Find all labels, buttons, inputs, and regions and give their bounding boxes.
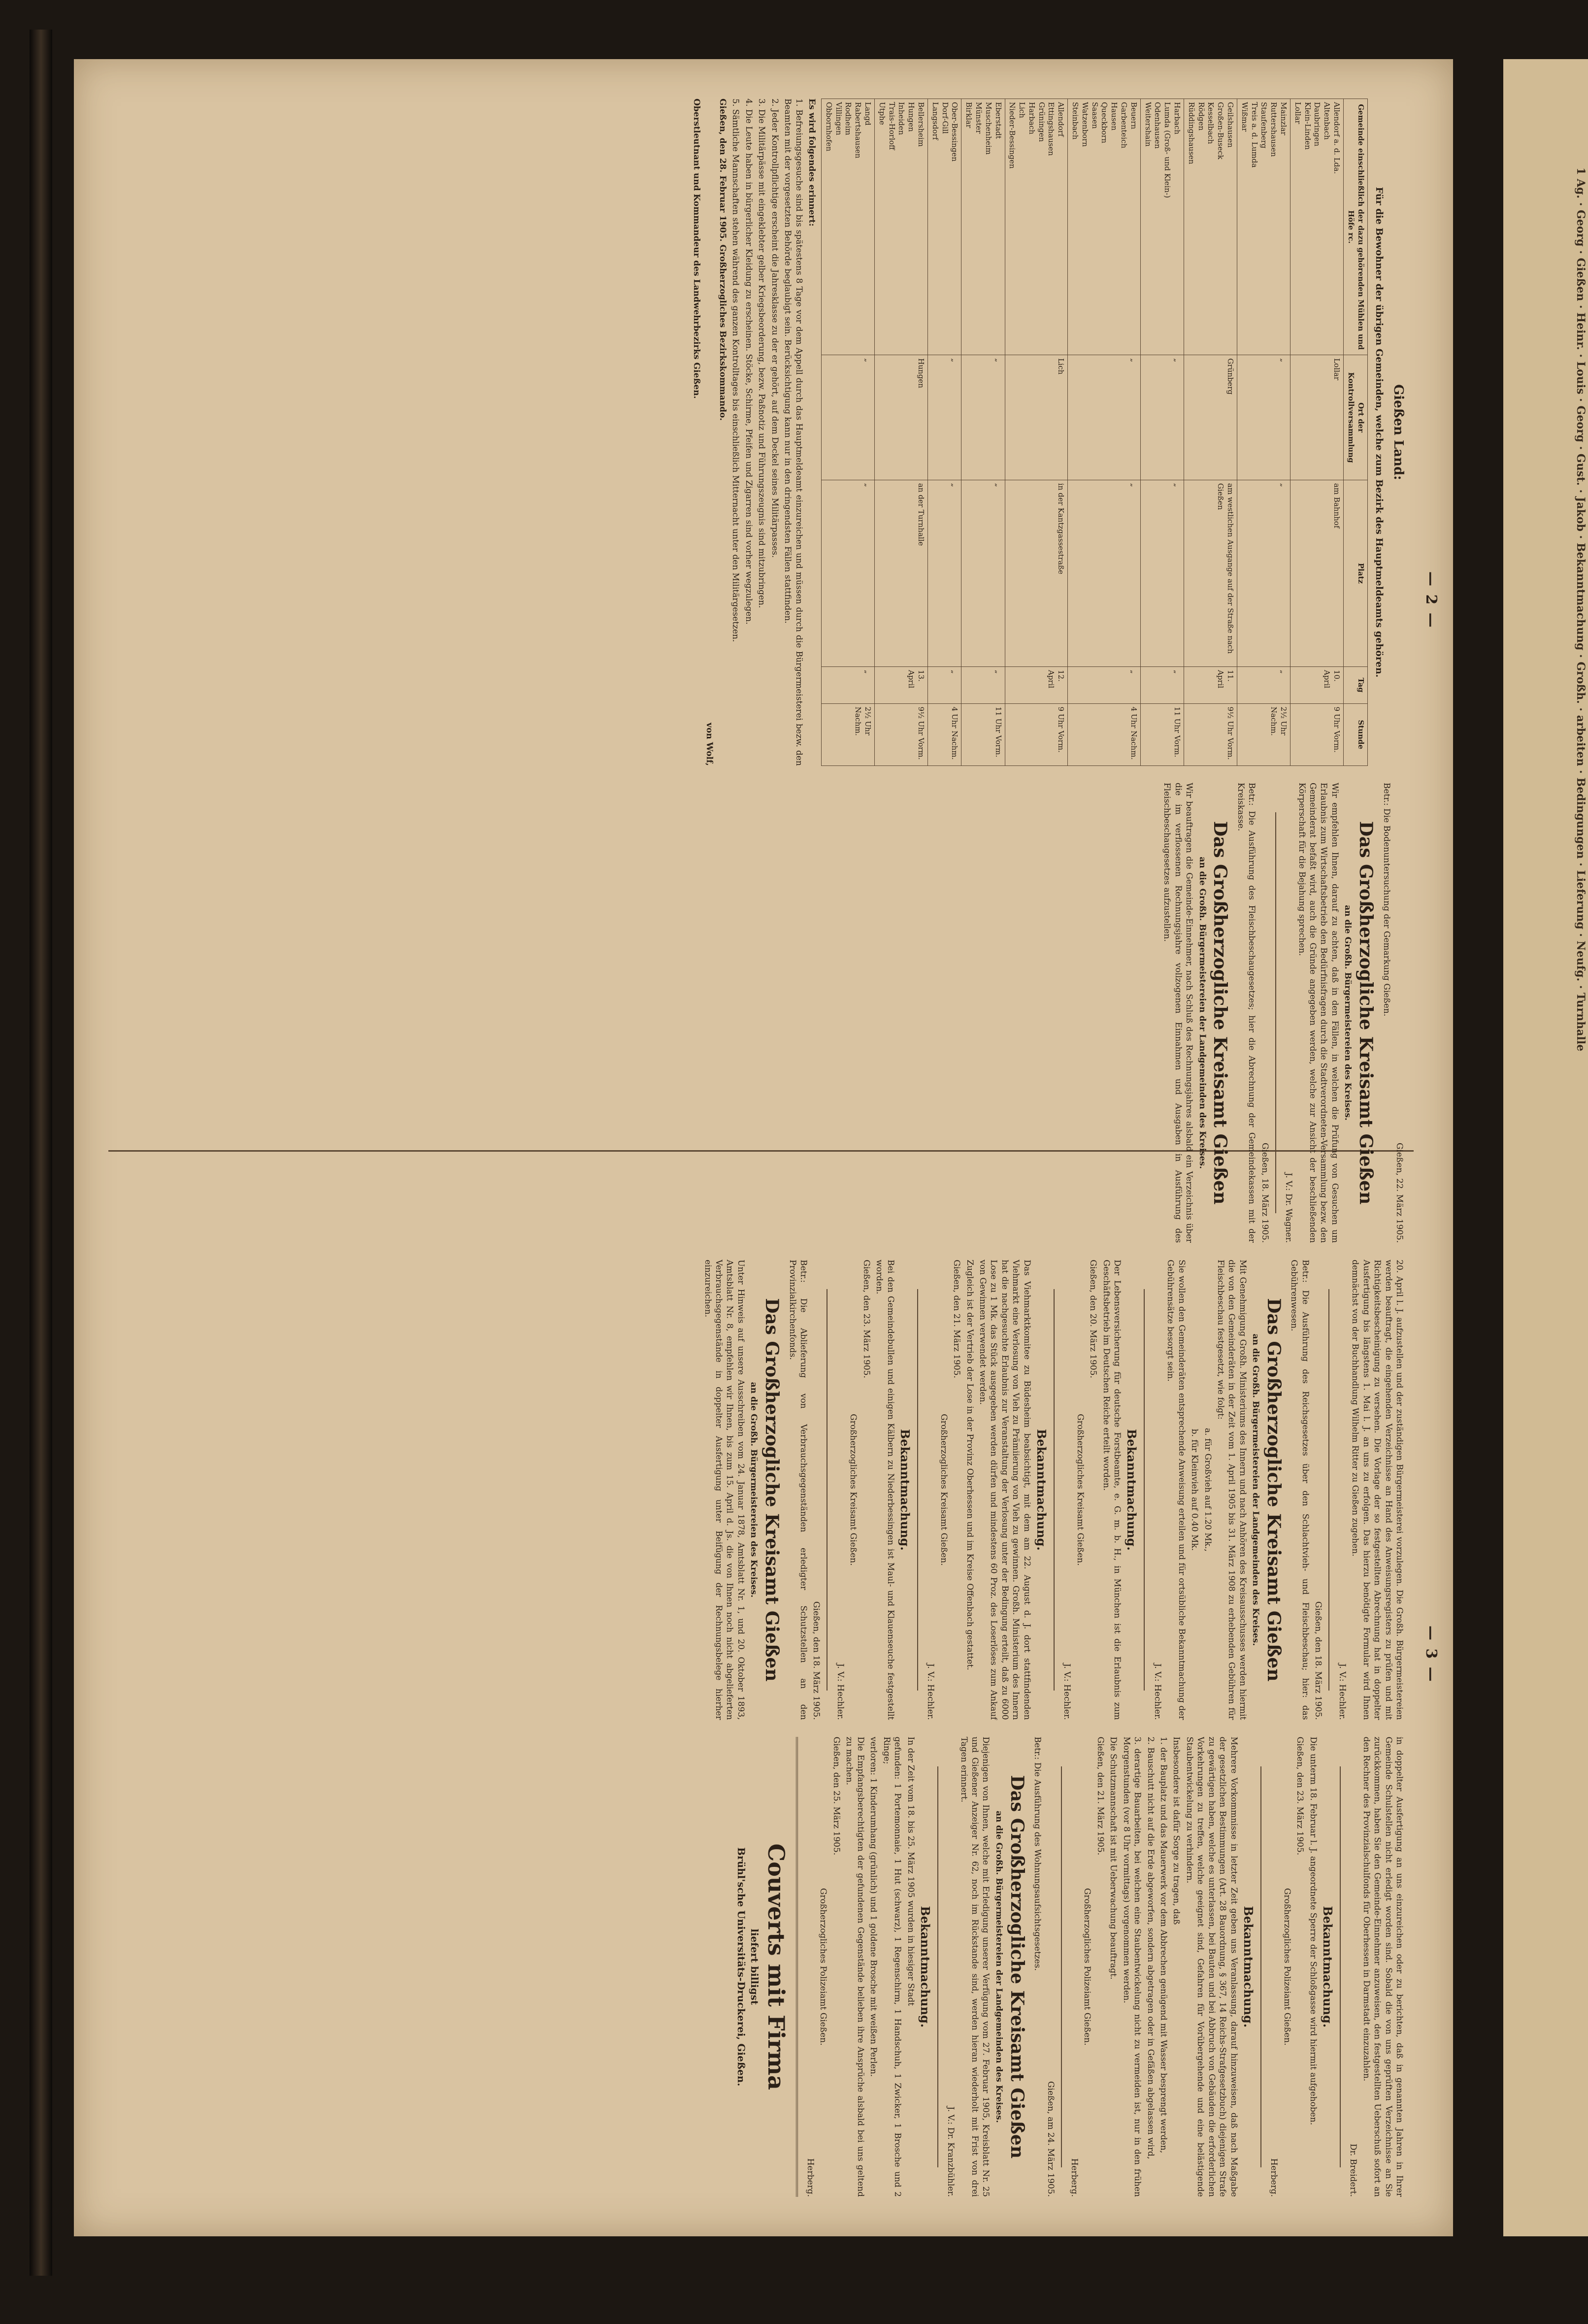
notice-text: 20. April l. J. aufzustellen und der zuständigen Bürgermeisterei vorzulegen. Die Großh. Bürgermeistereien werden beauftragt, die eingehenden Verzeichnisse an Hand des Anweisungsregisters zu prüfen und mit Richtigkeitsbescheinigung zu versehen. Die Vorlage der so festgestellten Abrechnung hat in doppelter Ausfertigung bis längstens 1. Mai l. J. an uns zu erfolgen. Das hierzu benötigte Formular wird Ihnen demnächst von der Buchhandlung Wilhelm Ritter zu Gießen zugehen. xyxy=(1350,1260,1404,1720)
column-notices-right xyxy=(108,1737,1409,2197)
cell-ort: „ xyxy=(821,355,874,480)
table-row xyxy=(1290,99,1344,766)
notice-signature: J. V.: Hechler. xyxy=(1152,1663,1162,1720)
cell-platz: am westlichen Ausgange auf der Straße nach Gießen xyxy=(1184,480,1237,666)
table-row xyxy=(961,99,1005,766)
notice-text: Diejenigen von Ihnen, welche mit Erledigung unserer Verfügung vom 27. Februar 1905, Kreisblatt Nr. 25 und Gießener Anzeiger Nr. 62, noch im Rückstande sind, werden hieran wiederholt mit Frist von drei Tagen erinnert. xyxy=(959,1736,991,2197)
notice-betr: Betr.: Die Ausführung des Fleischbeschaugesetzes; hier die Abrechnung der Gemeindekassen mit der Kreiskasse. xyxy=(1235,782,1257,1243)
cell-stunde: 11 Uhr Vorm. xyxy=(961,703,1005,765)
notice-item: 1. der Bauplatz und das Mauerwerk vor dem Abbrechen genügend mit Wasser besprengt werden, xyxy=(1158,1736,1169,2154)
cell-stunde: 2½ Uhr Nachm. xyxy=(1237,703,1290,765)
notice-authority: Großherzogliches Polizeiamt Gießen. xyxy=(1082,1888,1092,2046)
notice-date: Gießen, den 20. März 1905. xyxy=(1088,1260,1098,1378)
notice-lost: verloren: 1 Kinderumhang (grünlich) und 1 goldene Brosche mit weißen Perlen. xyxy=(868,1736,879,2077)
notice-signature: J. V.: Hechler. xyxy=(1337,1663,1347,1720)
cell-stunde: 4 Uhr Nachm. xyxy=(927,703,961,765)
cell-gemeinde: Ober-Bessingen Dorf-Gill Langsdorf xyxy=(927,99,961,355)
col-stunde: Stunde xyxy=(1344,703,1368,765)
notice-title: Bekanntmachung. xyxy=(1320,1906,1335,2028)
page-number-right: — 3 — xyxy=(1423,1626,1440,1683)
cell-gemeinde: Harbach Lumda (Groß- und Klein-) Odenhausen Weitershain xyxy=(1140,99,1184,355)
cell-ort: „ xyxy=(1068,355,1141,480)
notice-authority: Das Großherzogliche Kreisamt Gießen xyxy=(1263,1298,1285,1682)
ad-company: Brühl'sche Universitäts-Druckerei, Gießen. xyxy=(735,1847,748,2087)
notice-text: Mit Genehmigung Großh. Ministeriums des Innern und nach Anhören des Kreisausschusses werden hiermit die von den Gemeinderäten in der Zeit vom 1. April 1905 bis 31. März 1908 zu erhebenden Gebühren für Fleischbeschau festgesetzt, wie folgt: xyxy=(1215,1260,1248,1720)
notice-title: Bekanntmachung. xyxy=(1125,1429,1139,1551)
notice-to: an die Großh. Bürgermeistereien des Kreises. xyxy=(1343,905,1353,1121)
notice-item: 3. derartige Bauarbeiten, bei welchen eine Staubentwickelung nicht zu vermeiden ist, nur in den frühen Morgenstunden (vor 8 Uhr vormittags) vorgenommen werden. xyxy=(1121,1736,1143,2197)
notice-text: Die unterm 18. Februar l. J. angeordnete Sperre der Schloßgasse wird hiermit aufgehoben. xyxy=(1308,1736,1318,2125)
col-tag: Tag xyxy=(1344,666,1368,703)
notice-schulstellen-continued xyxy=(1348,1737,1405,2197)
notice-date: Gießen, den 23. März 1905. xyxy=(861,1260,871,1378)
cell-stunde: 9 Uhr Vorm. xyxy=(1290,703,1344,765)
notice-signature: J. V.: Dr. Kranzbühler. xyxy=(946,2106,956,2197)
divider xyxy=(1260,1766,1261,2167)
cell-tag: 13. April xyxy=(874,666,927,703)
notice-date: Gießen, den 23. März 1905. xyxy=(1295,1736,1305,1856)
notice-text: In der Zeit vom 18. bis 25. März 1905 wurden in hiesiger Stadt xyxy=(905,1736,916,2006)
notice-fleischbeschau-abrechnung xyxy=(1161,783,1270,1243)
notice-authority: Das Großherzogliche Kreisamt Gießen xyxy=(761,1298,783,1682)
notice-betr: Betr.: Die Ausführung des Reichsgesetzes über den Schlachtvieh- und Fleischbeschau; hier: das Gebührenwesen. xyxy=(1289,1260,1310,1720)
divider xyxy=(1328,1289,1329,1690)
notice-lebensversicherung xyxy=(1061,1260,1138,1720)
notice-seuche xyxy=(834,1260,911,1720)
cell-ort: „ xyxy=(961,355,1005,480)
cell-ort: Grünberg xyxy=(1184,355,1237,480)
cell-ort: Lich xyxy=(1005,355,1068,480)
table-row xyxy=(1184,99,1237,766)
col-gemeinde: Gemeinde einschließlich der dazu gehörenden Mühlen und Höfe rc. xyxy=(1344,99,1368,355)
cell-ort: „ xyxy=(927,355,961,480)
reminder-item: 4. Die Leute haben in bürgerlicher Kleidung zu erscheinen. Stöcke, Schirme, Pfeifen und Zigarren sind vorher wegzulegen. xyxy=(743,99,754,625)
notice-item-b: b. für Kleinvieh auf 0.40 Mk. xyxy=(1190,1428,1200,1551)
divider xyxy=(1340,1766,1341,2167)
notice-date: Gießen, 18. März 1905. xyxy=(1259,1142,1270,1243)
notice-date: Gießen, 22. März 1905. xyxy=(1394,1142,1404,1243)
notice-signature: Herberg. xyxy=(805,2158,816,2197)
divider xyxy=(917,1289,918,1690)
notice-text: Die Empfangsberechtigten der gefundenen Gegenstände belieben ihre Ansprüche alsbald bei uns geltend zu machen. xyxy=(844,1736,865,2197)
ad-tagline: liefert billigst xyxy=(748,1928,761,2005)
notice-text: Mehrere Vorkommnisse in letzter Zeit geben uns Veranlassung, darauf hinzuweisen, daß nach Maßgabe der gesetzlichen Bestimmungen (Art. 28 Bauordnung, § 367, 14 Reichs-Strafgesetzbuch) diejenigen Strafe zu gewärtigen haben, welche es unterlassen, bei Bauten und bei Abbruch von Gebäuden die erforderlichen Vorkehrungen zu treffen, welche geeignet sind, Gefahren für Vorübergehende und eine belästigende Staubentwickelung zu verhindern. xyxy=(1184,1736,1239,2197)
reminders-intro: Es wird folgendes erinnert: xyxy=(806,99,817,227)
notice-title: Bekanntmachung. xyxy=(897,1429,912,1551)
column-control-table xyxy=(108,99,1409,766)
notice-date: Gießen, den 21. März 1905. xyxy=(952,1260,962,1378)
reminder-item: 2. Jeder Kontrollpflichtige erscheint die Jahresklasse zu der er gehört, auf dem Deckel seines Militärpasses. xyxy=(769,99,780,558)
column-notices-left xyxy=(108,783,1409,1243)
table-header-row xyxy=(1344,99,1368,766)
cell-platz: „ xyxy=(961,480,1005,666)
cell-ort: „ xyxy=(1237,355,1290,480)
cell-platz: „ xyxy=(1237,480,1290,666)
notice-text: Wir empfehlen Ihnen, darauf zu achten, daß in den Fällen, in welchen die Prüfung von Gesuchen um Erlaubnis zum Wirtschaftsbetrieb den Bedürfnisfragen durch die Stadtverordneten-Versammlung bezw. den Gemeinderat befaßt wird, auch die Gründe angegeben werden, welche zur Ansicht der beschließenden Körperschaft für die Bejahung sprechen. xyxy=(1296,782,1340,1243)
cell-tag: „ xyxy=(961,666,1005,703)
notice-text: Unter Hinweis auf unsere Ausschreiben vom 24. Januar 1878, Amtsblatt Nr. 1, und 20. Oktober 1893, Amtsblatt Nr. 8, empfehlen wir Ihnen, bis zum 15. April d. Js. die von Ihnen noch nicht abgelieferten Verbrauchsgegenstände in doppelter Ausfertigung unter Beifügung der Rechnungsbelege hierher einzureichen. xyxy=(702,1260,746,1720)
notice-gebuehren xyxy=(1152,1260,1323,1720)
cell-platz: „ xyxy=(821,480,874,666)
cell-gemeinde: Beuern Garbenteich Hausen Queckborn Saasen Watzenborn Steinbach xyxy=(1068,99,1141,355)
notice-betr: Betr.: Die Bodenuntersuchung der Gemarkung Gießen. xyxy=(1381,782,1391,1017)
cell-gemeinde: Geilshausen Großen-Buseck Kesselbach Rödgen Rüddingshausen xyxy=(1184,99,1237,355)
cell-stunde: 9½ Uhr Vorm. xyxy=(1184,703,1237,765)
reminders xyxy=(691,99,817,766)
notice-signature: Herberg. xyxy=(1269,2158,1279,2197)
cell-platz: „ xyxy=(1068,480,1141,666)
notice-authority: Großherzogliches Kreisamt Gießen. xyxy=(848,1414,859,1566)
neighbor-page-strip xyxy=(1503,59,1588,2236)
notice-authority: Das Großherzogliche Kreisamt Gießen xyxy=(1210,821,1231,1205)
cell-platz: „ xyxy=(1140,480,1184,666)
notice-found: gefunden: 1 Portemonnaie, 1 Hut (schwarz), 1 Regenschirm, 1 Handschuh, 1 Zwicker, 1 Brosche und 2 Ringe; xyxy=(881,1736,903,2197)
notice-authority: Großherzogliches Kreisamt Gießen. xyxy=(938,1414,949,1566)
table-row xyxy=(874,99,927,766)
cell-gemeinde: Mainzlar Ruttershausen Staufenberg Treis a. d. Lumda Wißmar xyxy=(1237,99,1290,355)
divider xyxy=(937,1766,938,2167)
notice-bauten xyxy=(1069,1737,1255,2197)
notice-text: Zugleich ist der Vertrieb der Lose in der Provinz Oberhessen und im Kreise Offenbach gestattet. xyxy=(964,1260,975,1670)
cell-platz: am Bahnhof xyxy=(1290,480,1344,666)
col-ort: Ort der Kontrollversammlung xyxy=(1344,355,1368,480)
cell-gemeinde: Allendorf Ettingshausen Grüningen Harbach Lich Nieder-Bessingen xyxy=(1005,99,1068,355)
notice-betr: Betr.: Die Ablieferung von Verbrauchsgegenständen erledigter Schutzstellen an den Provinzialkirchenfonds. xyxy=(787,1260,809,1720)
col-platz: Platz xyxy=(1344,480,1368,666)
divider xyxy=(1061,1766,1062,2167)
cell-tag: „ xyxy=(821,666,874,703)
notice-date: Gießen, am 24. März 1905. xyxy=(1045,2081,1056,2197)
cell-stunde: 4 Uhr Nachm. xyxy=(1068,703,1141,765)
binding-edge xyxy=(30,30,52,2276)
columns xyxy=(108,99,1409,2197)
rotated-content xyxy=(74,59,1453,2236)
notice-betr: Betr.: Die Ausführung des Wohnungsaufsichtsgesetzes. xyxy=(1032,1736,1043,1971)
notice-signature: J. V.: Hechler. xyxy=(926,1663,936,1720)
notice-authority: Großherzogliches Polizeiamt Gießen. xyxy=(1282,1888,1292,2046)
cell-stunde: 9 Uhr Vorm. xyxy=(1005,703,1068,765)
cell-stunde: 9½ Uhr Vorm. xyxy=(874,703,927,765)
cell-gemeinde: Langd Rabertshausen Rodheim Villingen Obbornhofen xyxy=(821,99,874,355)
newspaper-page xyxy=(74,59,1453,2236)
table-subtitle: Für die Bewohner der übrigen Gemeinden, welche zum Bezirk des Hauptmeldeamts gehören. xyxy=(1373,187,1385,678)
cell-tag: 11. April xyxy=(1184,666,1237,703)
table-row xyxy=(927,99,961,766)
notice-authority: Großherzogliches Kreisamt Gießen. xyxy=(1075,1414,1085,1566)
notice-to: an die Großh. Bürgermeistereien der Landgemeinden des Kreises. xyxy=(993,1810,1004,2123)
table-row xyxy=(1005,99,1068,766)
notice-date: Gießen, den 25. März 1905. xyxy=(831,1736,841,1856)
reminders-rank: Oberstleutnant und Kommandeur des Landwehrbezirks Gießen. xyxy=(692,99,702,399)
notice-text: Sie wollen den Gemeinderäten entsprechende Anweisung erteilen und für ortsübliche Bekanntmachung der Gebührensätze besorgt sein. xyxy=(1165,1260,1187,1720)
notice-text: in doppelter Ausfertigung an uns einzureichen oder zu berichten, daß in genannten Jahren in Ihrer Gemeinde Schulstellen nicht erledigt worden sind. Sobald die von uns geprüften Verzeichnisse an Sie zurückkommen, haben Sie den Gemeinde-Einnehmer anzuweisen, den festgestellten Ueberschuß sofort an den Rechner des Provinzialschulfonds für Oberhessen in Darmstadt einzuzahlen. xyxy=(1361,1736,1404,2197)
reminder-item: 5. Sämtliche Mannschaften stehen während des ganzen Kontrolltages bis einschließlich Mitternacht unter den Militärgesetzen. xyxy=(730,99,741,642)
notice-item-a: a. für Großvieh auf 1.20 Mk., xyxy=(1202,1428,1213,1552)
cell-tag: „ xyxy=(1068,666,1141,703)
neighbor-page-text: 1 Ag. · Georg · Gießen · Heinr. · Louis · Georg · Gust. · Jakob · Bekanntmachung · Großh. · arbeiten · Bedingungen · Lieferung · Neufg. · Turnhalle xyxy=(1574,167,1587,1052)
cell-tag: 12. April xyxy=(1005,666,1068,703)
divider xyxy=(1144,1289,1145,1690)
cell-tag: „ xyxy=(1237,666,1290,703)
page-number-left: — 2 — xyxy=(1423,571,1440,629)
notice-text: Die Schutzmannschaft ist mit Ueberwachung beauftragt. xyxy=(1108,1736,1119,1980)
notice-title: Bekanntmachung. xyxy=(1034,1429,1049,1551)
cell-ort: Lollar xyxy=(1290,355,1344,480)
notice-signature: J. V.: Dr. Wagner. xyxy=(1284,1172,1294,1243)
notice-viehmarkt xyxy=(925,1260,1048,1720)
notice-signature: Dr. Breidert. xyxy=(1348,2143,1358,2197)
notice-item: 2. Bauschutt nicht auf die Erde abgeworfen, sondern abgetragen oder in Gefäßen abgelassen wird, xyxy=(1145,1736,1156,2159)
ad-headline: Couverts mit Firma xyxy=(762,1843,790,2090)
notice-title: Bekanntmachung. xyxy=(918,1906,932,2028)
reminder-item: 3. Die Militärpässe mit eingeklebter gelber Kriegsbeorderung, bezw. Paßnotiz und Führungszeugnis sind mitzubringen. xyxy=(757,99,767,608)
table-heading: Gießen Land: xyxy=(1391,384,1406,480)
cell-gemeinde: Eberstadt Muschenheim Münster Birklar xyxy=(961,99,1005,355)
notice-title: Bekanntmachung. xyxy=(1241,1906,1256,2028)
notice-authority: Das Großherzogliche Kreisamt Gießen xyxy=(1356,821,1377,1205)
notice-text: Das Viehmarktkomitee zu Büdesheim beabsichtigt, mit dem am 22. August d. J. dort stattfindenden Viehmarkt eine Verlosung von Vieh zu Prämiierung von Vieh zu gewinnen. Großh. Ministerium des Innern hat die nachgesuchte Erlaubnis zur Veranstaltung der Verlosung unter der Bedingung erteilt, daß zu 6000 Lose zu 1 Mk. das Stück ausgegeben werden dürfen und mindestens 60 Proz. des Loserlöses zum Ankauf von Gewinnen verwendet werden. xyxy=(978,1260,1032,1720)
cell-stunde: 2½ Uhr Nachm. xyxy=(821,703,874,765)
cell-platz: „ xyxy=(927,480,961,666)
cell-ort: Hungen xyxy=(874,355,927,480)
notice-date: Gießen, den 18. März 1905. xyxy=(811,1601,822,1720)
notice-signature: Herberg. xyxy=(1069,2158,1079,2197)
notice-schulstellen xyxy=(702,1260,822,1720)
table-row xyxy=(1237,99,1290,766)
cell-stunde: 11 Uhr Vorm. xyxy=(1140,703,1184,765)
divider xyxy=(1054,1289,1055,1690)
notice-text: Bei den Gemeindebullen und einigen Kälbern zu Niederbessingen ist Maul- und Klauenseuche festgestellt worden. xyxy=(874,1260,895,1720)
reminders-footer: Gießen, den 28. Februar 1905. Großherzogliches Bezirkskommando. xyxy=(717,99,728,421)
notice-abrechnung-continued xyxy=(1336,1260,1405,1720)
cell-platz: in der Kantzgassestraße xyxy=(1005,480,1068,666)
cell-tag: „ xyxy=(927,666,961,703)
notice-to: an die Großh. Bürgermeistereien der Landgemeinden des Kreises. xyxy=(1197,857,1207,1169)
column-notices-middle xyxy=(108,1260,1409,1720)
table-row xyxy=(1068,99,1141,766)
notice-text: Der Lebensversicherung für deutsche Forstbeamte, e. G. m. b. H., in München ist die Erlaubnis zum Geschäftsbetrieb im Deutschen Reiche erteilt worden. xyxy=(1101,1260,1123,1720)
reminder-item: 1. Befreiungsgesuche sind bis spätestens 8 Tage vor dem Appell durch das Hauptmeldeamt einzureichen und müssen durch die Bürgermeisterei bezw. den Beamten mit der vorgesetzten Behörde beglaubigt sein. Berücksichtigung kann nur in den dringendsten Fällen stattfinden. xyxy=(783,99,804,766)
cell-platz: an der Turnhalle xyxy=(874,480,927,666)
cell-tag: 10. April xyxy=(1290,666,1344,703)
notice-authority: Das Großherzogliche Kreisamt Gießen xyxy=(1006,1775,1027,2158)
notice-text: Insbesondere ist dafür Sorge zu tragen, daß xyxy=(1171,1736,1182,1925)
notice-authority: Großherzogliches Polizeiamt Gießen. xyxy=(818,1888,828,2046)
cell-ort: „ xyxy=(1140,355,1184,480)
notice-wohnungsaufsicht xyxy=(945,1737,1056,2197)
table-row xyxy=(1140,99,1184,766)
notice-fundsachen xyxy=(805,1737,931,2197)
cell-tag: „ xyxy=(1140,666,1184,703)
cell-gemeinde: Bellersheim Hungen Inheiden Trais-Horloff Utphe xyxy=(874,99,927,355)
notice-to: an die Großh. Bürgermeistereien des Kreises. xyxy=(749,1382,759,1598)
notice-schlossgasse xyxy=(1268,1737,1334,2197)
notice-signature: J. V.: Hechler. xyxy=(1062,1663,1072,1720)
notice-date: Gießen, den 21. März 1905. xyxy=(1095,1736,1105,1856)
notice-bodenuntersuchung xyxy=(1283,783,1405,1243)
notice-text: Wir beauftragen die Gemeinde-Einnehmer, nach Schluß des Rechnungsjahres alsbald ein Verzeichnis über die im verflossenen Rechnungsjahre vollzogenen Einnahmen und Ausgaben in Ausführung des Fleischbeschaugesetzes aufzustellen. xyxy=(1162,782,1194,1243)
notice-signature: J. V.: Hechler. xyxy=(835,1663,845,1720)
control-table xyxy=(821,99,1368,766)
cell-gemeinde: Allendorf a. d. Lda. Altenbach Daubringen Klein-Linden Lollar xyxy=(1290,99,1344,355)
table-row xyxy=(821,99,874,766)
reminders-signature: von Wolf, xyxy=(704,723,715,766)
notice-date: Gießen, den 18. März 1905. xyxy=(1313,1601,1323,1720)
advertisement-couverts xyxy=(735,1737,798,2197)
divider xyxy=(1275,812,1276,1213)
notice-to: an die Großh. Bürgermeistereien der Landgemeinden des Kreises. xyxy=(1251,1333,1261,1646)
